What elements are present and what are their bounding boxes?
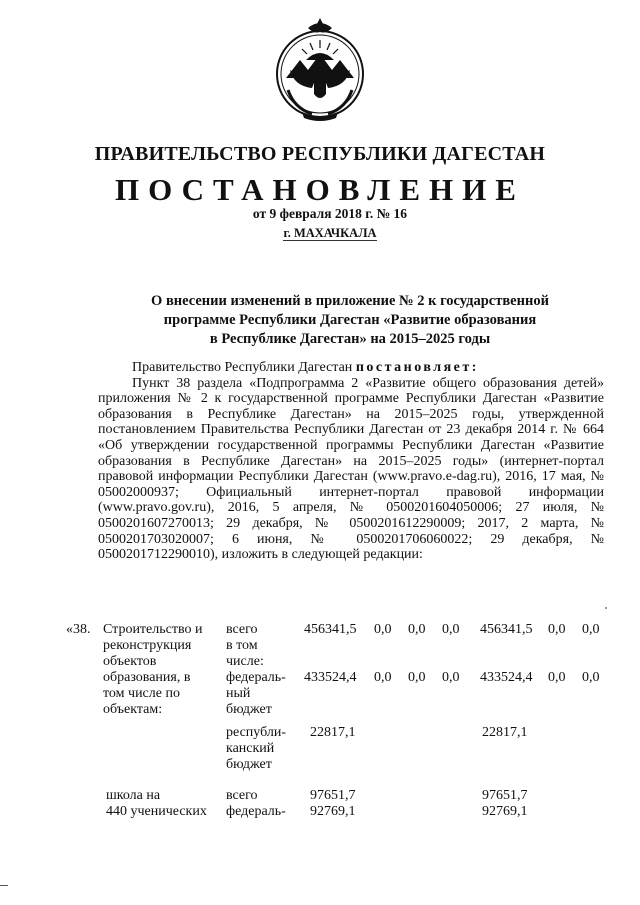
value-cell: 97651,7 [482, 788, 528, 803]
value-cell: 0,0 [408, 622, 426, 637]
value-cell: 0,0 [442, 670, 460, 685]
funding-source-line: республи- [226, 725, 286, 740]
object-name-line: объектов [103, 654, 157, 669]
school-name-line: 440 ученических [106, 804, 207, 819]
value-cell: 433524,4 [304, 670, 357, 685]
funding-source-line: числе: [226, 654, 264, 669]
value-cell: 22817,1 [310, 725, 356, 740]
value-cell: 0,0 [582, 622, 600, 637]
document-type-title: ПОСТАНОВЛЕНИЕ [115, 172, 525, 207]
funding-source-line: всего [226, 788, 258, 803]
value-cell: 0,0 [374, 670, 392, 685]
value-cell: 0,0 [548, 622, 566, 637]
document-date-number: от 9 февраля 2018 г. № 16 [252, 206, 408, 221]
main-paragraph: Пункт 38 раздела «Подпрограмма 2 «Развитие общего образования детей» приложения № 2 к государственной программе Республики Дагестан «Развитие образования в Республике Дагестан» на 2015–2025 годы, утвержденной постановлением Правительства Республики Дагестан от 23 декабря 2014 г. № 664 «Об утверждении государственной программы Республики Дагестан «Развитие образования в Республике Дагестан» на 2015–2025 годы» (интернет-портал правовой информации Республики Дагестан (www.pravo.e-dag.ru), 2016, 17 мая, № 05002000937; Официальный интернет-портал правовой информации (www.pravo.gov.ru), 2016, 5 апреля, № 0500201604050006; 27 июля, № 0500201607270013; 29 декабря, № 0500201612290009; 2017, 2 марта, № 0500201703020007; 6 июня, № 0500201706060022; 29 декабря, № 0500201712290010), изложить в следующей редакции: [98, 375, 604, 563]
value-cell: 0,0 [442, 622, 460, 637]
value-cell: 97651,7 [310, 788, 356, 803]
value-cell: 433524,4 [480, 670, 533, 685]
subject-line: в Республике Дагестан» на 2015–2025 годы [209, 331, 491, 347]
value-cell: 0,0 [408, 670, 426, 685]
value-cell: 456341,5 [304, 622, 357, 637]
scan-margin-mark [0, 885, 8, 886]
funding-source-line: федераль- [226, 804, 286, 819]
document-city: г. МАХАЧКАЛА [283, 226, 377, 240]
object-name-line: Строительство и [103, 622, 203, 637]
row-number: «38. [66, 622, 91, 637]
funding-source-line: в том [226, 638, 258, 653]
funding-source-line: бюджет [226, 702, 272, 717]
value-cell: 456341,5 [480, 622, 533, 637]
government-title: ПРАВИТЕЛЬСТВО РЕСПУБЛИКИ ДАГЕСТАН [94, 143, 546, 165]
subject-line: программе Республики Дагестан «Развитие образования [163, 312, 537, 328]
value-cell: 0,0 [374, 622, 392, 637]
subject-line: О внесении изменений в приложение № 2 к государственной [151, 293, 549, 309]
object-name-line: образования, в [103, 670, 191, 685]
intro-paragraph: Правительство Республики Дагестан постановляет: [132, 360, 479, 375]
value-cell: 92769,1 [482, 804, 528, 819]
object-name-line: том числе по [103, 686, 180, 701]
object-name-line: объектам: [103, 702, 163, 717]
value-cell: 22817,1 [482, 725, 528, 740]
funding-source-line: канский [226, 741, 275, 756]
value-cell: 0,0 [582, 670, 600, 685]
value-cell: 92769,1 [310, 804, 356, 819]
object-name-line: реконструкция [103, 638, 192, 653]
funding-source-line: ный [226, 686, 251, 701]
funding-source-line: всего [226, 622, 258, 637]
school-name-line: школа на [106, 788, 161, 803]
value-cell: 0,0 [548, 670, 566, 685]
funding-source-line: бюджет [226, 757, 272, 772]
scan-speck [605, 607, 607, 609]
funding-source-line: федераль- [226, 670, 286, 685]
